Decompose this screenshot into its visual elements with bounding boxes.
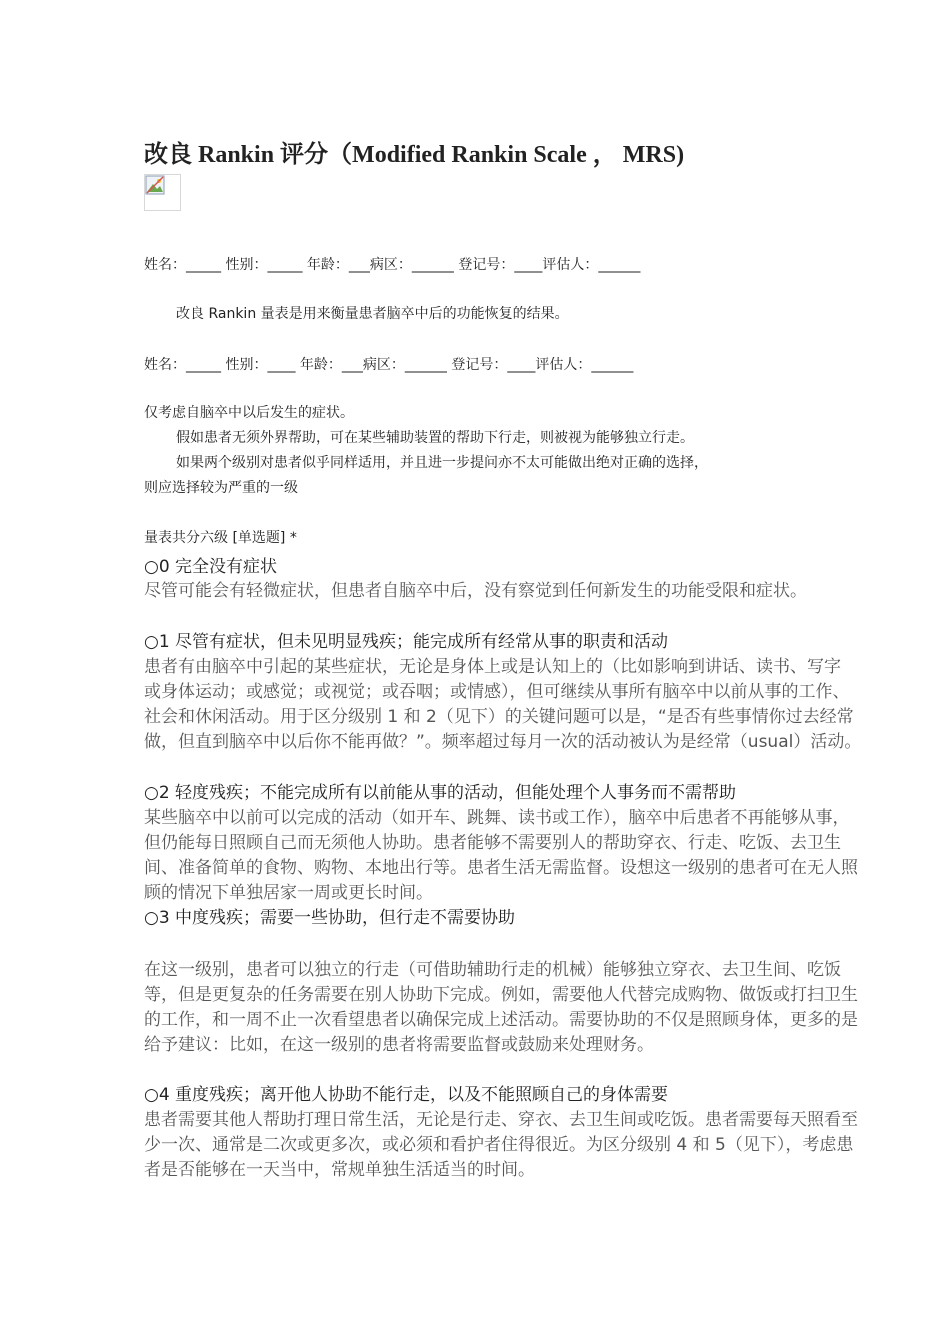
broken-image-glyph xyxy=(145,175,165,195)
broken-image-icon xyxy=(144,174,181,211)
intro-text: 改良 Rankin 量表是用来衡量患者脑卒中后的功能恢复的结果。 xyxy=(176,306,569,322)
option-3-desc-line: 在这一级别，患者可以独立的行走（可借助辅助行走的机械）能够独立穿衣、去卫生间、吃饭 xyxy=(144,960,841,980)
option-3-desc-line: 等，但是更复杂的任务需要在别人协助下完成。例如，需要他人代替完成购物、做饭或打扫卫生 xyxy=(144,985,858,1005)
option-1-radio[interactable]: ○1 尽管有症状，但未见明显残疾；能完成所有经常从事的职责和活动 xyxy=(144,632,669,652)
option-1-desc-line: 患者有由脑卒中引起的某些症状，无论是身体上或是认知上的（比如影响到讲话、读书、写字 xyxy=(144,657,841,677)
note-line-3: 如果两个级别对患者似乎同样适用，并且进一步提问亦不太可能做出绝对正确的选择， xyxy=(176,455,708,471)
option-0-desc-line: 尽管可能会有轻微症状，但患者自脑卒中后，没有察觉到任何新发生的功能受限和症状。 xyxy=(144,581,807,601)
option-1-desc-line: 或身体运动；或感觉；或视觉；或吞咽；或情感），但可继续从事所有脑卒中以前从事的工作、 xyxy=(144,682,850,702)
option-2-desc-line: 但仍能每日照顾自己而无须他人协助。患者能够不需要别人的帮助穿衣、行走、吃饭、去卫生 xyxy=(144,833,841,853)
option-1-desc-line: 社会和休闲活动。用于区分级别 1 和 2（见下）的关键问题可以是，“是否有些事情你过去经常 xyxy=(144,707,854,727)
note-line-4: 则应选择较为严重的一级 xyxy=(144,480,298,496)
note-line-2: 假如患者无须外界帮助，可在某些辅助装置的帮助下行走，则被视为能够独立行走。 xyxy=(176,430,694,446)
page-title: 改良 Rankin 评分（Modified Rankin Scale ， MRS) xyxy=(144,142,685,168)
option-4-radio[interactable]: ○4 重度残疾；离开他人协助不能行走，以及不能照顾自己的身体需要 xyxy=(144,1085,669,1105)
option-3-radio[interactable]: ○3 中度残疾；需要一些协助，但行走不需要协助 xyxy=(144,908,516,928)
option-3-desc-line: 的工作，和一周不止一次看望患者以确保完成上述活动。需要协助的不仅是照顾身体，更多的是 xyxy=(144,1010,858,1030)
option-2-desc-line: 间、准备简单的食物、购物、本地出行等。患者生活无需监督。设想这一级别的患者可在无人照 xyxy=(144,858,858,878)
option-2-desc-line: 顾的情况下单独居家一周或更长时间。 xyxy=(144,883,433,903)
patient-info-line-1: 姓名：_____ 性别：_____ 年龄：___病区：______ 登记号：____评估人：______ xyxy=(144,257,641,273)
option-4-desc-line: 患者需要其他人帮助打理日常生活，无论是行走、穿衣、去卫生间或吃饭。患者需要每天照看至 xyxy=(144,1110,858,1130)
option-2-desc-line: 某些脑卒中以前可以完成的活动（如开车、跳舞、读书或工作），脑卒中后患者不再能够从事， xyxy=(144,808,850,828)
option-4-desc-line: 少一次、通常是二次或更多次，或必须和看护者住得很近。为区分级别 4 和 5（见下），考虑患 xyxy=(144,1135,854,1155)
question-label: 量表共分六级 [单选题] * xyxy=(144,530,297,546)
option-4-desc-line: 者是否能够在一天当中，常规单独生活适当的时间。 xyxy=(144,1160,535,1180)
option-1-desc-line: 做，但直到脑卒中以后你不能再做？”。频率超过每月一次的活动被认为是经常（usual）活动。 xyxy=(144,732,862,752)
option-2-radio[interactable]: ○2 轻度残疾；不能完成所有以前能从事的活动，但能处理个人事务而不需帮助 xyxy=(144,783,737,803)
option-3-desc-line: 给予建议：比如，在这一级别的患者将需要监督或鼓励来处理财务。 xyxy=(144,1035,654,1055)
patient-info-line-2: 姓名：_____ 性别：____ 年龄：___病区：______ 登记号：____评估人：______ xyxy=(144,357,634,373)
option-0-radio[interactable]: ○0 完全没有症状 xyxy=(144,557,278,577)
note-line-1: 仅考虑自脑卒中以后发生的症状。 xyxy=(144,405,354,421)
